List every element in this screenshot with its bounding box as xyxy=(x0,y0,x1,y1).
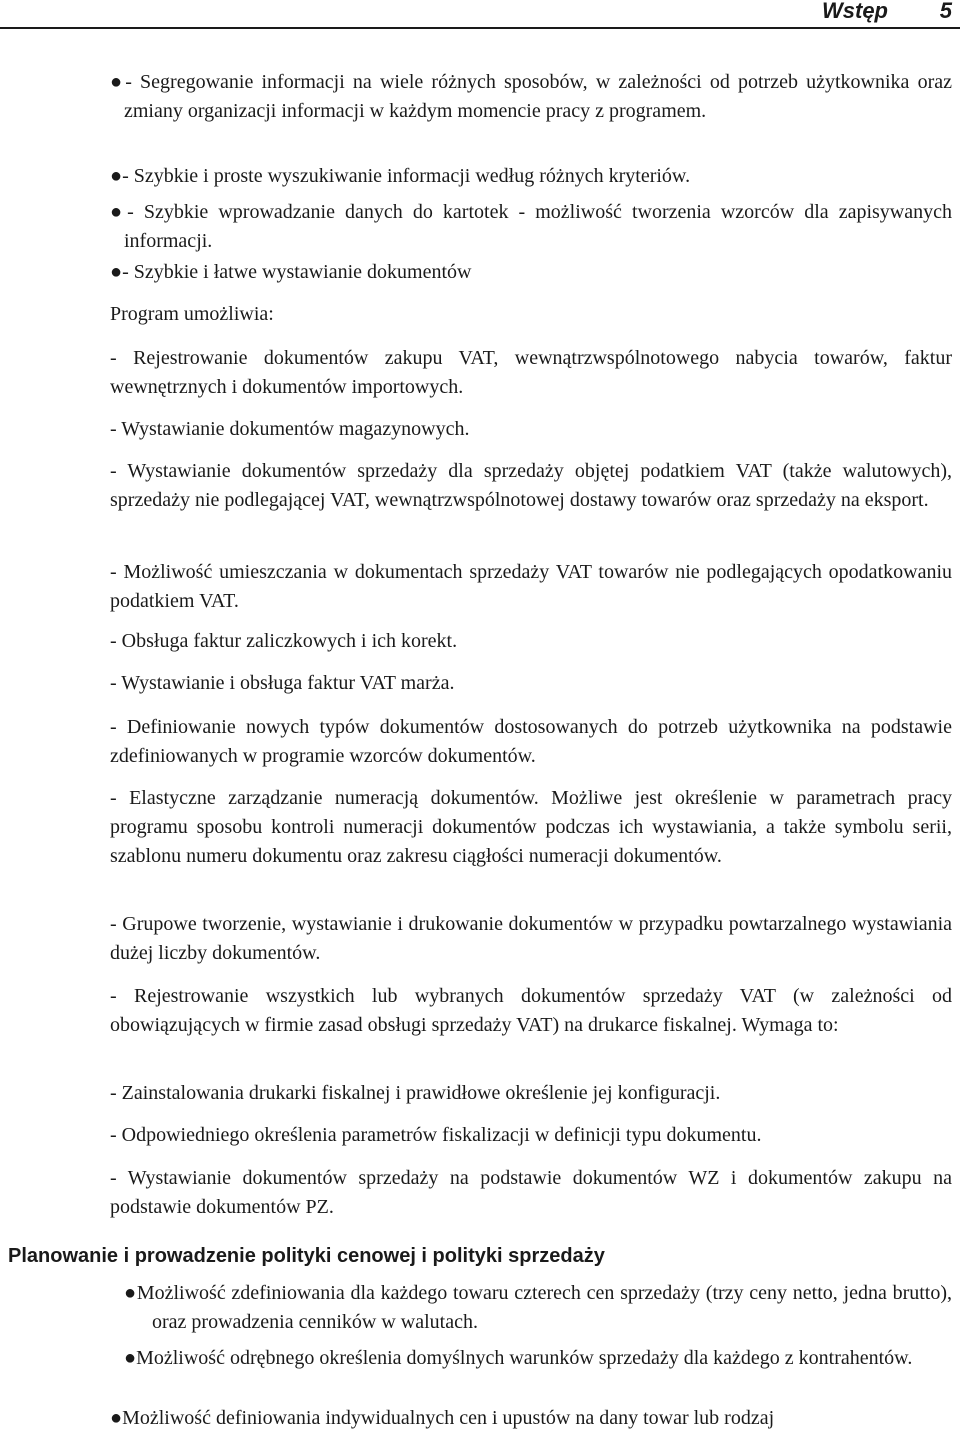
bullet-item: ●Możliwość definiowania indywidualnych cen i upustów na dany towar lub rodzaj xyxy=(110,1407,775,1429)
paragraph: - Grupowe tworzenie, wystawianie i drukowanie dokumentów w przypadku powtarzalnego wystawiania dużej liczby dokumentów. xyxy=(110,913,952,964)
paragraph: - Elastyczne zarządzanie numeracją dokumentów. Możliwe jest określenie w parametrach pracy programu sposobu kontroli numeracji dokumentów podczas ich wystawiania, a także symbolu serii, szablonu numeru dokumentu oraz zakresu ciągłości numeracji dokumentów. xyxy=(110,787,952,867)
paragraph: - Wystawianie i obsługa faktur VAT marża. xyxy=(110,672,455,694)
page-header xyxy=(0,0,960,28)
intro-text: Program umożliwia: xyxy=(110,303,274,325)
paragraph: - Obsługa faktur zaliczkowych i ich korekt. xyxy=(110,630,458,652)
bullet-item: ●- Segregowanie informacji na wiele różnych sposobów, w zależności od potrzeb użytkownika oraz zmiany organizacji informacji w każdym momencie pracy z programem. xyxy=(110,71,952,122)
paragraph: - Rejestrowanie wszystkich lub wybranych dokumentów sprzedaży VAT (w zależności od obowiązujących w firmie zasad obsługi sprzedaży VAT) na drukarce fiskalnej. Wymaga to: xyxy=(110,985,952,1036)
chapter-title: Wstęp xyxy=(822,0,888,23)
paragraph: - Zainstalowania drukarki fiskalnej i prawidłowe określenie jej konfiguracji. xyxy=(110,1082,721,1104)
bullet-item: ●- Szybkie wprowadzanie danych do kartotek - możliwość tworzenia wzorców dla zapisywanych informacji. xyxy=(110,201,952,252)
section-heading: Planowanie i prowadzenie polityki cenowej i polityki sprzedaży xyxy=(8,1245,605,1267)
bullet-item: ●- Szybkie i proste wyszukiwanie informacji według różnych kryteriów. xyxy=(110,165,691,187)
paragraph: - Wystawianie dokumentów sprzedaży na podstawie dokumentów WZ i dokumentów zakupu na podstawie dokumentów PZ. xyxy=(110,1167,952,1218)
paragraph: - Rejestrowanie dokumentów zakupu VAT, wewnątrzwspólnotowego nabycia towarów, faktur wewnętrznych i dokumentów importowych. xyxy=(110,347,952,398)
bullet-item: ●Możliwość zdefiniowania dla każdego towaru czterech cen sprzedaży (trzy ceny netto, jedna brutto), oraz prowadzenia cenników w walutach. xyxy=(124,1282,952,1333)
paragraph: - Definiowanie nowych typów dokumentów dostosowanych do potrzeb użytkownika na podstawie zdefiniowanych w programie wzorców dokumentów. xyxy=(110,716,952,767)
paragraph: - Możliwość umieszczania w dokumentach sprzedaży VAT towarów nie podlegających opodatkowaniu podatkiem VAT. xyxy=(110,561,952,612)
paragraph: - Odpowiedniego określenia parametrów fiskalizacji w definicji typu dokumentu. xyxy=(110,1124,762,1146)
bullet-item: ●Możliwość odrębnego określenia domyślnych warunków sprzedaży dla każdego z kontrahentów. xyxy=(124,1347,913,1369)
bullet-item: ●- Szybkie i łatwe wystawianie dokumentów xyxy=(110,261,472,283)
header-rule xyxy=(0,27,960,29)
page-number: 5 xyxy=(939,0,952,23)
paragraph: - Wystawianie dokumentów sprzedaży dla sprzedaży objętej podatkiem VAT (także walutowych), sprzedaży nie podlegającej VAT, wewnątrzwspólnotowej dostawy towarów oraz sprzedaży na eksport. xyxy=(110,460,952,511)
paragraph: - Wystawianie dokumentów magazynowych. xyxy=(110,418,470,440)
